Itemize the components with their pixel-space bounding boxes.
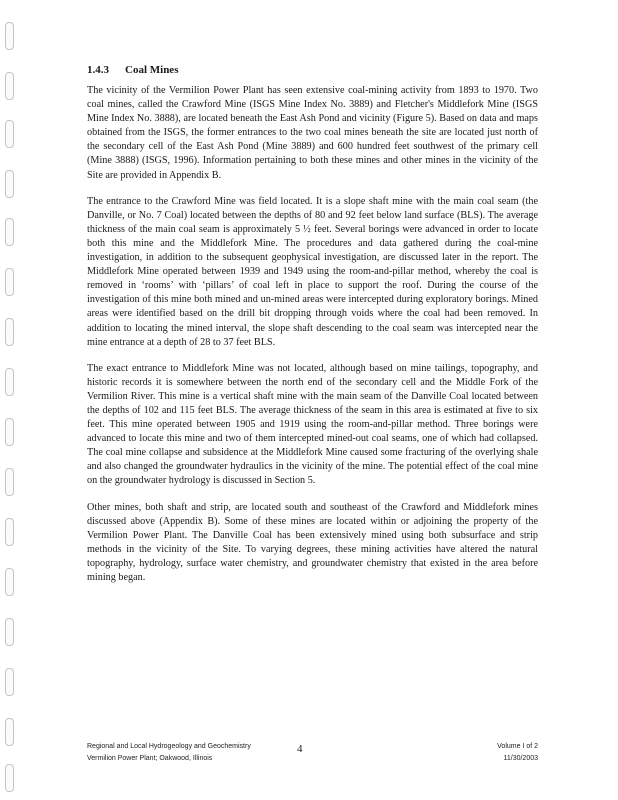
binder-hole: [5, 764, 14, 792]
binder-hole: [5, 418, 14, 446]
paragraph: Other mines, both shaft and strip, are located south and southeast of the Crawford and Middlefork mines discussed above (Appendix B). Some of these mines are located within or adjoining the property of the Vermilion Power Plant. The Danville Coal has been extensively mined using both subsurface and strip methods in the vicinity of the Site. To varying degrees, these mining activities have altered the natural topography, hydrology, surface water chemistry, and groundwater chemistry that existed in the area before mining began.: [87, 501, 538, 583]
footer-volume-info: [497, 741, 538, 765]
section-heading: [87, 64, 538, 76]
binder-hole: [5, 618, 14, 646]
footer-volume: Volume I of 2: [497, 743, 538, 750]
page-number: 4: [297, 743, 303, 755]
binder-hole: [5, 568, 14, 596]
paragraph: The vicinity of the Vermilion Power Plant has seen extensive coal-mining activity from 1893 to 1970. Two coal mines, called the Crawford Mine (ISGS Mine Index No. 3889) and Fletcher's Middlefork Mine (ISGS Mine Index No. 3888), are located beneath the East Ash Pond and vicinity (Figure 5). Based on data and maps obtained from the ISGS, the former entrances to the two coal mines beneath the site are located just north of the secondary cell of the East Ash Pond (Mine 3889) and 600 hundred feet southwest of the primary cell (Mine 3888) (ISGS, 1996). Information pertaining to both these mines and other mines in the vicinity of the Site are provided in Appendix B.: [87, 85, 538, 181]
binder-hole: [5, 468, 14, 496]
binder-hole: [5, 318, 14, 346]
footer-report-title: [87, 741, 251, 765]
footer-date: 11/30/2003: [503, 755, 538, 762]
binder-hole: [5, 268, 14, 296]
binder-hole: [5, 518, 14, 546]
section-title: Coal Mines: [125, 64, 179, 76]
binder-hole: [5, 718, 14, 746]
footer-report-line: Regional and Local Hydrogeology and Geochemistry: [87, 743, 251, 750]
binder-holes: [3, 22, 17, 792]
binder-hole: [5, 72, 14, 100]
footer-site-line: Vermilion Power Plant; Oakwood, Illinois: [87, 755, 213, 762]
binder-hole: [5, 170, 14, 198]
paragraph: The exact entrance to Middlefork Mine was not located, although based on mine tailings, topography, and historic records it is somewhere between the north end of the secondary cell and the Middle Fork of the Vermilion River. This mine is a vertical shaft mine with the main seam of the Danville Coal located between the depths of 102 and 115 feet BLS. The average thickness of the seam in this area is estimated at five to six feet. This mine operated between 1905 and 1919 using the room-and-pillar method. Three borings were advanced to locate this mine and two of them intercepted mined-out coal seams, one of which had collapsed. The coal mine collapse and subsidence at the Middlefork Mine caused some fracturing of the overlying shale and also changed the groundwater hydraulics in the vicinity of the mine. The potential effect of the coal mine on the groundwater hydrology is discussed in Section 5.: [87, 362, 538, 487]
binder-hole: [5, 668, 14, 696]
paragraph: The entrance to the Crawford Mine was field located. It is a slope shaft mine with the main coal seam (the Danville, or No. 7 Coal) located between the depths of 80 and 92 feet below land surface (BLS). The average thickness of the main coal seam is approximately 5 ½ feet. Several borings were advanced in order to locate both this mine and the Middlefork Mine. The procedures and data gathered during the coal-mine investigation, in addition to the subsequent geophysical investigation, are discussed later in the report. The Middlefork Mine operated between 1939 and 1949 using the room-and-pillar method, whereby the coal is removed in ‘rooms’ with ‘pillars’ of coal left in place to support the roof. During the course of the investigation of this mine both mined and un-mined areas were intercepted during exploratory borings. Mined areas were identified based on the drill bit dropping through voids where the coal had been removed. In addition to locating the mined interval, the slope shaft descending to the coal seam was intercepted near the mine entrance at a depth of 28 to 37 feet BLS.: [87, 195, 538, 348]
binder-hole: [5, 22, 14, 50]
binder-hole: [5, 368, 14, 396]
page-body: [87, 64, 538, 597]
section-number: 1.4.3: [87, 64, 109, 76]
binder-hole: [5, 218, 14, 246]
binder-hole: [5, 120, 14, 148]
